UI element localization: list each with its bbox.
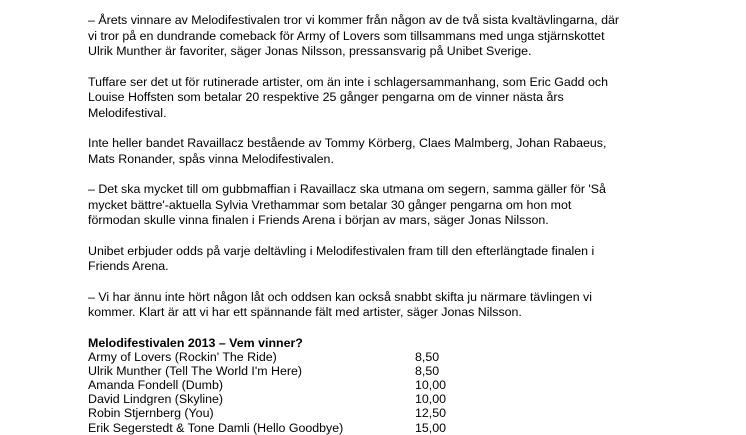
odds-row bbox=[88, 364, 495, 378]
paragraph bbox=[88, 290, 728, 321]
paragraph-line: Unibet erbjuder odds på varje deltävling i Melodifestivalen fram till den efterlängtade finalen i bbox=[88, 243, 595, 258]
odds-row bbox=[88, 421, 495, 435]
odds-value-cell: 10,00 bbox=[415, 392, 447, 407]
odds-value-cell: 12,50 bbox=[415, 406, 447, 421]
paragraph-line: Tuffare ser det ut för rutinerade artister, om än inte i schlagersammanhang, som Eric Gadd och bbox=[88, 74, 608, 89]
artist-song-cell: Robin Stjernberg (You) bbox=[88, 406, 214, 421]
odds-row bbox=[88, 378, 495, 392]
paragraph-line: Friends Arena. bbox=[88, 259, 169, 273]
paragraph-line: – Årets vinnare av Melodifestivalen tror vi kommer från någon av de två sista kvaltävlingarna, där bbox=[88, 13, 619, 27]
odds-value-cell: 8,50 bbox=[415, 349, 440, 364]
odds-table-title: Melodifestivalen 2013 – Vem vinner? bbox=[88, 335, 303, 350]
odds-value-cell: 10,00 bbox=[415, 377, 447, 392]
odds-value-cell: 15,00 bbox=[415, 420, 447, 435]
paragraph bbox=[88, 182, 728, 229]
artist-song-cell: Army of Lovers (Rockin' The Ride) bbox=[88, 349, 277, 364]
paragraph bbox=[88, 13, 728, 60]
odds-table bbox=[88, 350, 495, 435]
odds-row bbox=[88, 392, 495, 406]
odds-row bbox=[88, 406, 495, 420]
odds-value-cell: 8,50 bbox=[415, 363, 440, 378]
paragraph-line: – Vi har ännu inte hört någon låt och oddsen kan också snabbt skifta ju närmare tävlingen vi bbox=[88, 289, 592, 304]
paragraph-line: Melodifestival. bbox=[88, 105, 167, 120]
paragraph bbox=[88, 244, 728, 275]
paragraph-line: kommer. Klart är att vi har ett spännande fält med artister, säger Jonas Nilsson. bbox=[88, 305, 522, 319]
odds-row bbox=[88, 350, 495, 364]
paragraph-line: förmodan skulle vinna finalen i Friends Arena i början av mars, säger Jonas Nilsson. bbox=[88, 213, 549, 227]
paragraph-line: Inte heller bandet Ravaillacz bestående av Tommy Körberg, Claes Malmberg, Johan Rabaeus, bbox=[88, 136, 607, 150]
paragraph bbox=[88, 136, 728, 167]
paragraph-line: Louise Hoffsten som betalar 20 respektive 25 gånger pengarna om de vinner nästa års bbox=[88, 90, 564, 104]
artist-song-cell: Erik Segerstedt & Tone Damli (Hello Goodbye) bbox=[88, 420, 344, 435]
paragraph-line: Ulrik Munther är favoriter, säger Jonas Nilsson, pressansvarig på Unibet Sverige. bbox=[88, 44, 532, 58]
artist-song-cell: David Lindgren (Skyline) bbox=[88, 392, 223, 407]
artist-song-cell: Ulrik Munther (Tell The World I'm Here) bbox=[88, 363, 302, 378]
paragraph-line: mycket bättre'-aktuella Sylvia Vrethammar som betalar 30 gånger pengarna om hon mot bbox=[88, 197, 572, 212]
artist-song-cell: Amanda Fondell (Dumb) bbox=[88, 377, 223, 392]
paragraph-line: Mats Ronander, spås vinna Melodifestivalen. bbox=[88, 151, 334, 166]
paragraph-line: vi tror på en dundrande comeback för Army of Lovers som tillsammans med unga stjärnskottet bbox=[88, 28, 605, 43]
article-body bbox=[88, 13, 728, 321]
paragraph-line: – Det ska mycket till om gubbmaffian i Ravaillacz ska utmana om segern, samma gäller för 'Så bbox=[88, 182, 606, 196]
paragraph bbox=[88, 75, 728, 122]
document-page bbox=[88, 13, 728, 435]
